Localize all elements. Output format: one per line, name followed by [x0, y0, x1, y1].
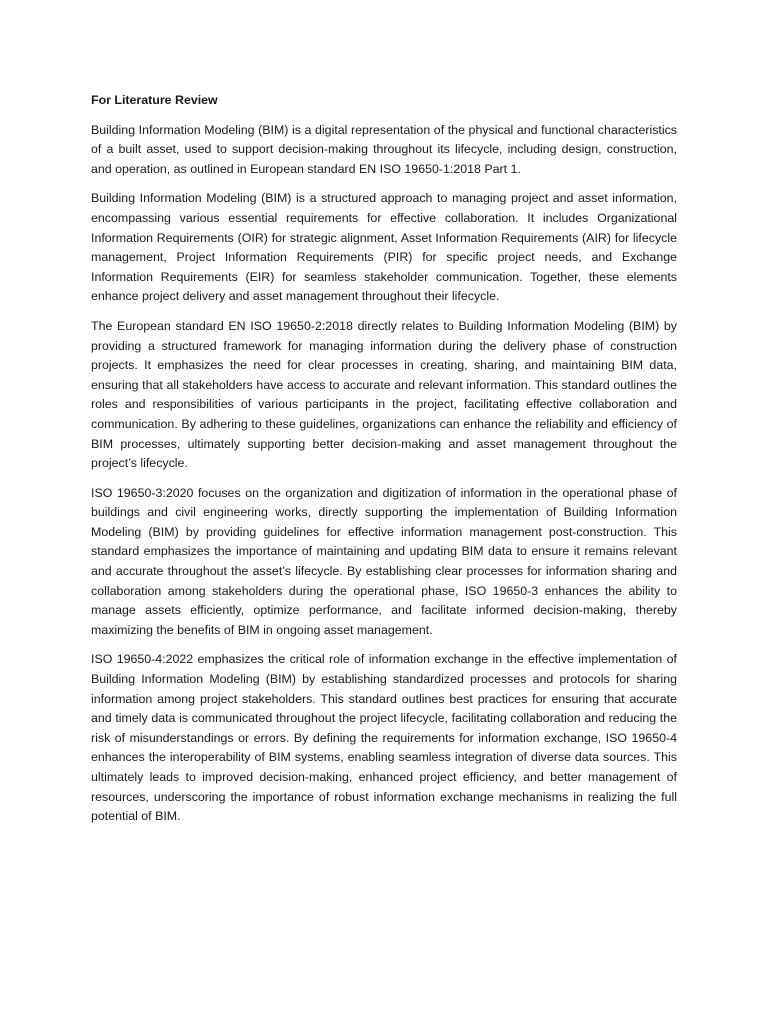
paragraph-iso-19650-2: The European standard EN ISO 19650-2:2018 directly relates to Building Information Modeling (BIM) by providing a structured framework for managing information during the delivery phase of construction projects. It emphasizes the need for clear processes in creating, sharing, and maintaining BIM data, ensuring that all stakeholders have access to accurate and relevant information. This standard outlines the roles and responsibilities of various participants in the project, facilitating effective collaboration and communication. By adhering to these guidelines, organizations can enhance the reliability and efficiency of BIM processes, ultimately supporting better decision-making and asset management throughout the project’s lifecycle. [91, 318, 677, 471]
document-body [91, 91, 677, 837]
paragraph-iso-19650-4: ISO 19650-4:2022 emphasizes the critical role of information exchange in the effective implementation of Building Information Modeling (BIM) by establishing standardized processes and protocols for sharing information among project stakeholders. This standard outlines best practices for ensuring that accurate and timely data is communicated throughout the project lifecycle, facilitating collaboration and reducing the risk of misunderstandings or errors. By defining the requirements for information exchange, ISO 19650-4 enhances the interoperability of BIM systems, enabling seamless integration of diverse data sources. This ultimately leads to improved decision-making, enhanced project efficiency, and better management of resources, underscoring the importance of robust information exchange mechanisms in realizing the full potential of BIM. [91, 652, 677, 824]
paragraph-iso-19650-3: ISO 19650-3:2020 focuses on the organization and digitization of information in the operational phase of buildings and civil engineering works, directly supporting the implementation of Building Information Modeling (BIM) by providing guidelines for effective information management post-construction. This standard emphasizes the importance of maintaining and updating BIM data to ensure it remains relevant and accurate throughout the asset’s lifecycle. By establishing clear processes for information sharing and collaboration among stakeholders during the operational phase, ISO 19650-3 enhances the ability to manage assets efficiently, optimize performance, and facilitate informed decision-making, thereby maximizing the benefits of BIM in ongoing asset management. [91, 485, 677, 637]
document-heading: For Literature Review [91, 93, 218, 107]
paragraph-bim-definition: Building Information Modeling (BIM) is a digital representation of the physical and functional characteristics of a built asset, used to support decision-making throughout its lifecycle, including design, construction, and operation, as outlined in European standard EN ISO 19650-1:2018 Part 1. [91, 122, 677, 176]
paragraph-bim-requirements: Building Information Modeling (BIM) is a structured approach to managing project and asset information, encompassing various essential requirements for effective collaboration. It includes Organizational Information Requirements (OIR) for strategic alignment, Asset Information Requirements (AIR) for lifecycle management, Project Information Requirements (PIR) for specific project needs, and Exchange Information Requirements (EIR) for seamless stakeholder communication. Together, these elements enhance project delivery and asset management throughout their lifecycle. [91, 191, 677, 304]
